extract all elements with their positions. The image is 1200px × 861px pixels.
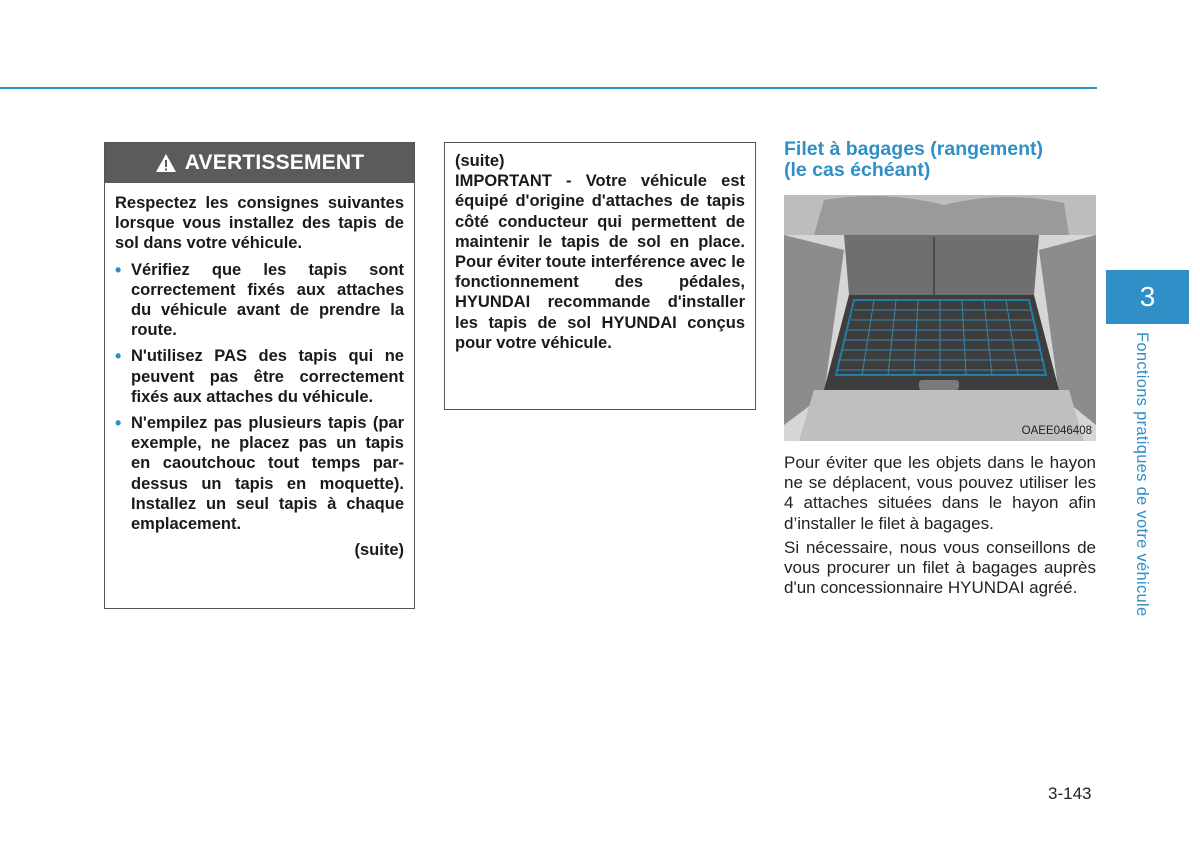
chapter-title: Fonctions pratiques de votre véhicule <box>1133 332 1151 617</box>
warning-bullet <box>115 413 404 534</box>
warning-bullet <box>115 346 404 407</box>
continuation-suite: (suite) <box>455 152 505 170</box>
image-code: OAEE046408 <box>1021 425 1092 437</box>
warning-triangle-icon <box>155 153 177 173</box>
warning-bullet <box>115 260 404 341</box>
continuation-text: IMPORTANT - Votre véhicule est équipé d'origine d'attaches de tapis côté conducteur qui permettent de maintenir le tapis de sol en place. Pour éviter toute interférence avec le fonctionnement des pédales, HYUNDAI recommande d'installer les tapis de sol HYUNDAI conçus pour votre véhicule. <box>455 172 745 352</box>
continuation-box <box>444 142 756 410</box>
bullet-icon: • <box>115 413 122 434</box>
section-title-line2: (le cas échéant) <box>784 159 931 181</box>
warning-bullet-text: N'utilisez PAS des tapis qui ne peuvent pas être correctement fixés aux attaches du véhicule. <box>131 347 404 406</box>
warning-suite: (suite) <box>354 541 404 560</box>
warning-bullet-list <box>115 260 404 535</box>
warning-bullet-text: Vérifiez que les tapis sont correctement fixés aux attaches du véhicule avant de prendre la route. <box>131 260 404 340</box>
cargo-trunk-illustration <box>784 195 1096 441</box>
warning-intro: Respectez les consignes suivantes lorsque vous installez des tapis de sol dans votre véhicule. <box>115 194 404 253</box>
section-paragraph-2: Si nécessaire, nous vous conseillons de vous procurer un filet à bagages auprès d'un concessionnaire HYUNDAI agréé. <box>784 537 1096 598</box>
warning-header <box>105 143 414 183</box>
warning-title: AVERTISSEMENT <box>184 151 365 174</box>
chapter-number-tab: 3 <box>1106 270 1189 324</box>
section-title <box>784 139 1084 181</box>
section-body <box>784 453 1096 602</box>
page-number: 3-143 <box>1048 784 1092 803</box>
bullet-icon: • <box>115 346 122 367</box>
warning-box <box>104 142 415 609</box>
top-rule <box>0 87 1097 89</box>
cargo-net-photo <box>784 195 1096 441</box>
section-paragraph-1: Pour éviter que les objets dans le hayon ne se déplacent, vous pouvez utiliser les 4 attaches situées dans le hayon afin d’installer le filet à bagages. <box>784 453 1096 533</box>
warning-body <box>105 183 414 560</box>
warning-bullet-text: N'empilez pas plusieurs tapis (par exemple, ne placez pas un tapis en caoutchouc tout temps par-dessus un tapis en moquette). Installez un seul tapis à chaque emplacement. <box>131 414 404 534</box>
section-title-line1: Filet à bagages (rangement) <box>784 138 1043 160</box>
bullet-icon: • <box>115 259 122 280</box>
